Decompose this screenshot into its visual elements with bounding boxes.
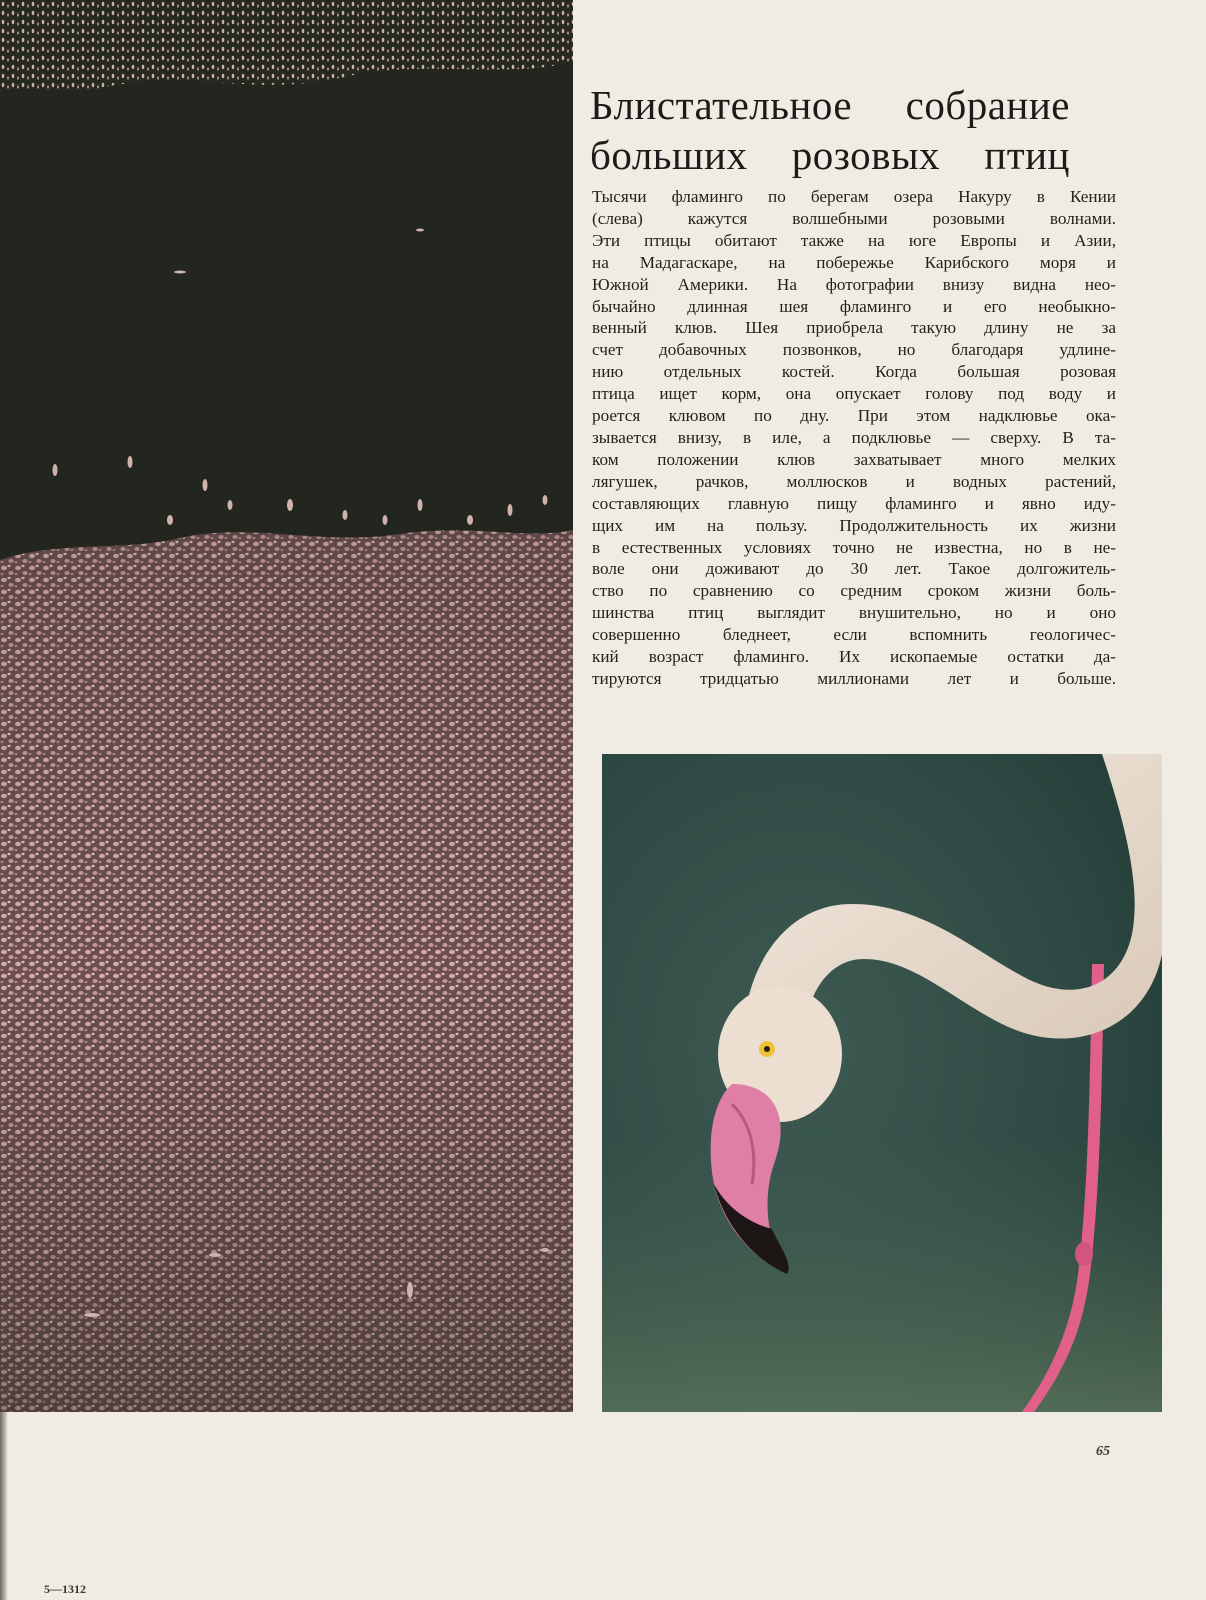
body-line: шинства птиц выглядит внушительно, но и оно [592,603,1116,623]
body-line: лягушек, рачков, моллюсков и водных растений, [592,471,1116,491]
title-line: больших розовых птиц [590,132,1070,178]
body-line: щих им на пользу. Продолжительность их жизни [592,515,1116,535]
body-line: счет добавочных позвонков, но благодаря удлине- [592,340,1116,360]
title-line: Блистательное собрание [590,82,1070,128]
aerial-flamingo-flock-photo [0,0,573,1412]
body-line: зывается внизу, в иле, а подклювье — сверху. В та- [592,427,1116,447]
body-line: в естественных условиях точно не известна, но в не- [592,537,1116,557]
body-line: Южной Америки. На фотографии внизу видна нео- [592,274,1116,294]
body-line: кий возраст фламинго. Их ископаемые остатки да- [592,647,1116,667]
printer-signature: 5—1312 [44,1582,86,1596]
body-line: ком положении клюв захватывает много мелких [592,449,1116,469]
body-line: Тысячи фламинго по берегам озера Накуру в Кении [592,187,1116,206]
article-title [590,80,1070,180]
body-line: тируются тридцатью миллионами лет и больше. [592,668,1116,688]
body-line: ство по сравнению со средним сроком жизни боль- [592,581,1116,601]
body-line: бычайно длинная шея фламинго и его необыкно- [592,296,1116,316]
body-line: составляющих главную пищу фламинго и явно иду- [592,493,1116,513]
body-line: на Мадагаскаре, на побережье Карибского моря и [592,252,1116,272]
body-line: совершенно бледнеет, если вспомнить геологичес- [592,625,1116,645]
body-line: нию отдельных костей. Когда большая розовая [592,362,1116,382]
body-line: (слева) кажутся волшебными розовыми волнами. [592,208,1116,228]
body-line: птица ищет корм, она опускает голову под воду и [592,384,1116,404]
body-line: венный клюв. Шея приобрела такую длину не за [592,318,1116,338]
body-line: воле они доживают до 30 лет. Такое долгожитель- [592,559,1116,579]
page-number: 65 [1096,1444,1110,1459]
body-line: Эти птицы обитают также на юге Европы и Азии, [592,230,1116,250]
body-line: роется клювом по дну. При этом надклювье ока- [592,406,1116,426]
article-body [592,186,1116,690]
flamingo-head-closeup-photo [602,754,1162,1412]
